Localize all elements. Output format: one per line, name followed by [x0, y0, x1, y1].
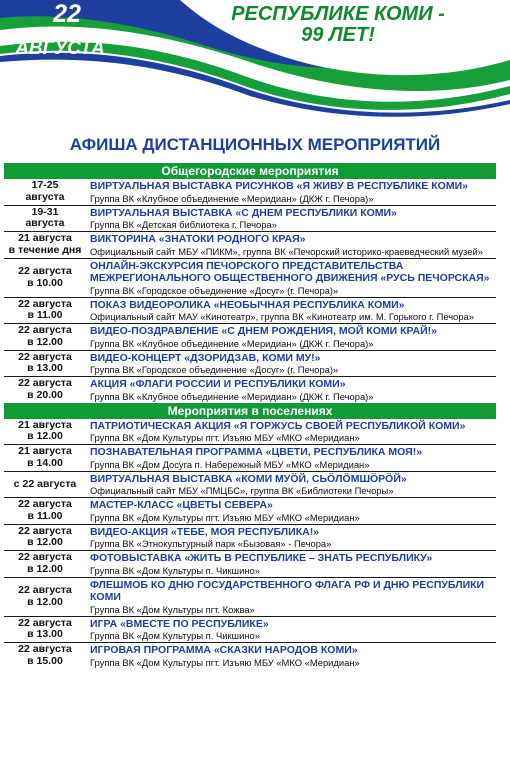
event-description: [86, 298, 496, 324]
event-row: [4, 472, 496, 499]
event-title: ВИДЕО-ПОЗДРАВЛЕНИЕ «С ДНЕМ РОЖДЕНИЯ, МОЙ КОМИ КРАЙ!»: [90, 325, 438, 337]
event-title: ПАТРИОТИЧЕСКАЯ АКЦИЯ «Я ГОРЖУСЬ СВОЕЙ РЕСПУБЛИКОЙ КОМИ»: [90, 419, 466, 432]
event-description: [86, 525, 496, 551]
event-row: [4, 232, 496, 259]
event-date-line1: 21 августа: [18, 445, 72, 458]
event-row: [4, 525, 496, 552]
event-date: [4, 324, 86, 350]
event-date-line1: 21 августа: [18, 418, 72, 431]
event-description: [86, 578, 496, 616]
event-place: Группа ВК «Дом Культуры пгт. Изъяю МБУ «МКО «Меридиан»: [90, 511, 360, 523]
event-row: [4, 324, 496, 351]
event-place: Группа ВК «Дом Культуры п. Чикшино»: [90, 630, 260, 641]
event-row: [4, 643, 496, 669]
event-date-line1: 22 августа: [18, 498, 72, 511]
event-description: [86, 324, 496, 350]
event-description: [86, 232, 496, 258]
event-date: [4, 377, 86, 403]
event-date-line2: в 12.00: [27, 430, 63, 443]
event-date: [4, 351, 86, 377]
event-place: Группа ВК «Дом Досуга п. Набережный МБУ «МКО «Меридиан»: [90, 458, 370, 470]
event-date-line1: с 22 августа: [13, 477, 77, 490]
event-date: [4, 617, 86, 643]
event-description: [86, 617, 496, 643]
event-date: [4, 578, 86, 616]
events-table: [4, 163, 496, 669]
event-date-line2: в 11.00: [27, 509, 63, 522]
event-date-line1: 22 августа: [18, 377, 72, 390]
event-title: ПОКАЗ ВИДЕОРОЛИКА «НЕОБЫЧНАЯ РЕСПУБЛИКА КОМИ»: [90, 298, 405, 311]
event-place: Группа ВК «Городское объединение «Досуг» (г. Печора)»: [90, 284, 339, 296]
event-title: МАСТЕР-КЛАСС «ЦВЕТЫ СЕВЕРА»: [90, 499, 273, 511]
event-date-line2: в 12.00: [27, 335, 63, 348]
event-date: [4, 298, 86, 324]
event-title: ВИДЕО-КОНЦЕРТ «ДЗОРИДЗАВ, КОМИ МУ!»: [90, 351, 321, 364]
event-date-line1: 22 августа: [18, 350, 72, 363]
page-title: АФИША ДИСТАНЦИОННЫХ МЕРОПРИЯТИЙ: [69, 135, 441, 154]
event-date-line2: в 10.00: [27, 276, 63, 289]
event-date-line2: августа: [25, 217, 65, 230]
headline-line1: РЕСПУБЛИКЕ КОМИ -: [231, 3, 445, 25]
header-banner: [0, 0, 510, 120]
event-date: [4, 445, 86, 471]
event-date: [4, 206, 86, 232]
event-date-line1: 17-25: [31, 179, 59, 192]
date-month: АВГУСТА: [15, 38, 105, 59]
event-description: [86, 472, 496, 498]
event-description: [86, 377, 496, 403]
event-date-line2: в 15.00: [27, 654, 63, 667]
event-date-line2: в 12.00: [27, 536, 63, 549]
event-row: [4, 377, 496, 403]
event-date-line2: в 11.00: [27, 309, 63, 322]
event-date: [4, 472, 86, 498]
event-date-line1: 19-31: [31, 205, 59, 218]
event-row: [4, 298, 496, 325]
event-date: [4, 525, 86, 551]
event-title: ВИРТУАЛЬНАЯ ВЫСТАВКА РИСУНКОВ «Я ЖИВУ В РЕСПУБЛИКЕ КОМИ»: [90, 180, 468, 192]
headline: [210, 4, 466, 46]
section-heading: Мероприятия в поселениях: [4, 403, 496, 419]
event-place: Группа ВК «Дом Культуры пгт. Изъяю МБУ «МКО «Меридиан»: [90, 656, 360, 668]
event-row: [4, 259, 496, 298]
event-title: ИГРА «ВМЕСТЕ ПО РЕСПУБЛИКЕ»: [90, 617, 269, 630]
event-place: Группа ВК «Городское объединение «Досуг» (г. Печора)»: [90, 364, 339, 375]
event-title: ОНЛАЙН-ЭКСКУРСИЯ ПЕЧОРСКОГО ПРЕДСТАВИТЕЛЬСТВА МЕЖРЕГИОНАЛЬНОГО ОБЩЕСТВЕННОГО ДВИЖЕНИЯ «РУСЬ ПЕЧОРСКАЯ»: [90, 259, 490, 284]
event-date-line2: в 13.00: [27, 628, 63, 641]
event-place: Группа ВК «Этнокультурный парк «Бызовая» - Печора»: [90, 538, 332, 549]
event-description: [86, 351, 496, 377]
event-description: [86, 419, 496, 445]
section-heading: Общегородские мероприятия: [4, 163, 496, 179]
event-description: [86, 643, 496, 669]
event-date-line1: 22 августа: [18, 265, 72, 277]
event-title: ПОЗНАВАТЕЛЬНАЯ ПРОГРАММА «ЦВЕТИ, РЕСПУБЛИКА МОЯ!»: [90, 446, 423, 458]
event-row: [4, 445, 496, 472]
event-date-line1: 22 августа: [18, 324, 72, 337]
event-row: [4, 351, 496, 378]
event-place: Официальный сайт МБУ «ПМЦБС», группа ВК «Библиотеки Печоры»: [90, 485, 394, 496]
event-place: Официальный сайт МБУ «ПИКМ», группа ВК «Печорский историко-краеведческий музей»: [90, 245, 483, 257]
event-description: [86, 445, 496, 471]
date-day: 22: [53, 0, 81, 28]
event-title: ВИРТУАЛЬНАЯ ВЫСТАВКА «С ДНЕМ РЕСПУБЛИКИ КОМИ»: [90, 206, 397, 219]
event-row: [4, 419, 496, 446]
event-date-line2: в течение дня: [8, 243, 82, 256]
event-place: Группа ВК «Клубное объединение «Меридиан» (ДКЖ г. Печора)»: [90, 192, 374, 204]
event-place: Группа ВК «Дом Культуры п. Чикшино»: [90, 564, 260, 576]
event-date: [4, 551, 86, 577]
event-place: Группа ВК «Дом Культуры пгт. Кожва»: [90, 603, 255, 615]
event-row: [4, 578, 496, 617]
event-title: ФЛЕШМОБ КО ДНЮ ГОСУДАРСТВЕННОГО ФЛАГА РФ И ДНЮ РЕСПУБЛИКИ КОМИ: [90, 578, 485, 603]
event-place: Группа ВК «Клубное объединение «Меридиан» (ДКЖ г. Печора)»: [90, 337, 374, 349]
event-title: ВИРТУАЛЬНАЯ ВЫСТАВКА «КОМИ МУÖЙ, СЬÖЛÖМШÖРÖЙ»: [90, 472, 407, 485]
event-title: ВИКТОРИНА «ЗНАТОКИ РОДНОГО КРАЯ»: [90, 233, 306, 245]
event-place: Группа ВК «Дом Культуры пгт. Изъяю МБУ «МКО «Меридиан»: [90, 432, 360, 443]
event-row: [4, 617, 496, 644]
event-date-line2: в 12.00: [27, 562, 63, 575]
headline-line2: 99 ЛЕТ!: [301, 24, 375, 46]
event-date: [4, 498, 86, 524]
event-date-line1: 21 августа: [18, 232, 72, 245]
event-date: [4, 419, 86, 445]
event-row: [4, 206, 496, 233]
event-description: [86, 498, 496, 524]
event-date: [4, 643, 86, 669]
event-row: [4, 498, 496, 525]
event-description: [86, 259, 496, 297]
event-title: ФОТОВЫСТАВКА «ЖИТЬ В РЕСПУБЛИКЕ – ЗНАТЬ РЕСПУБЛИКУ»: [90, 552, 433, 564]
event-date-line2: в 13.00: [27, 362, 63, 375]
event-date-line2: в 20.00: [27, 388, 63, 401]
event-date: [4, 179, 86, 205]
event-place: Группа ВК «Детская библиотека г. Печора»: [90, 219, 277, 230]
event-place: Группа ВК «Клубное объединение «Меридиан» (ДКЖ г. Печора)»: [90, 390, 374, 402]
event-date-line1: 22 августа: [18, 643, 72, 656]
event-title: АКЦИЯ «ФЛАГИ РОССИИ И РЕСПУБЛИКИ КОМИ»: [90, 378, 346, 390]
event-description: [86, 179, 496, 205]
event-title: ИГРОВАЯ ПРОГРАММА «СКАЗКИ НАРОДОВ КОМИ»: [90, 644, 358, 656]
event-description: [86, 551, 496, 577]
event-date-line1: 22 августа: [18, 551, 72, 564]
event-date: [4, 232, 86, 258]
event-date-line1: 22 августа: [18, 616, 72, 629]
event-date-line1: 22 августа: [18, 524, 72, 537]
event-date: [4, 259, 86, 297]
event-title: ВИДЕО-АКЦИЯ «ТЕБЕ, МОЯ РЕСПУБЛИКА!»: [90, 525, 320, 538]
event-description: [86, 206, 496, 232]
event-row: [4, 551, 496, 578]
event-date-line1: 22 августа: [18, 297, 72, 310]
event-date-line1: 22 августа: [18, 584, 72, 596]
event-row: [4, 179, 496, 206]
event-date-line2: в 14.00: [27, 456, 63, 469]
event-date-line2: в 12.00: [27, 595, 63, 608]
event-date-line2: августа: [25, 190, 65, 203]
event-place: Официальный сайт МАУ «Кинотеатр», группа ВК «Кинотеатр им. М. Горького г. Печора»: [90, 311, 474, 322]
